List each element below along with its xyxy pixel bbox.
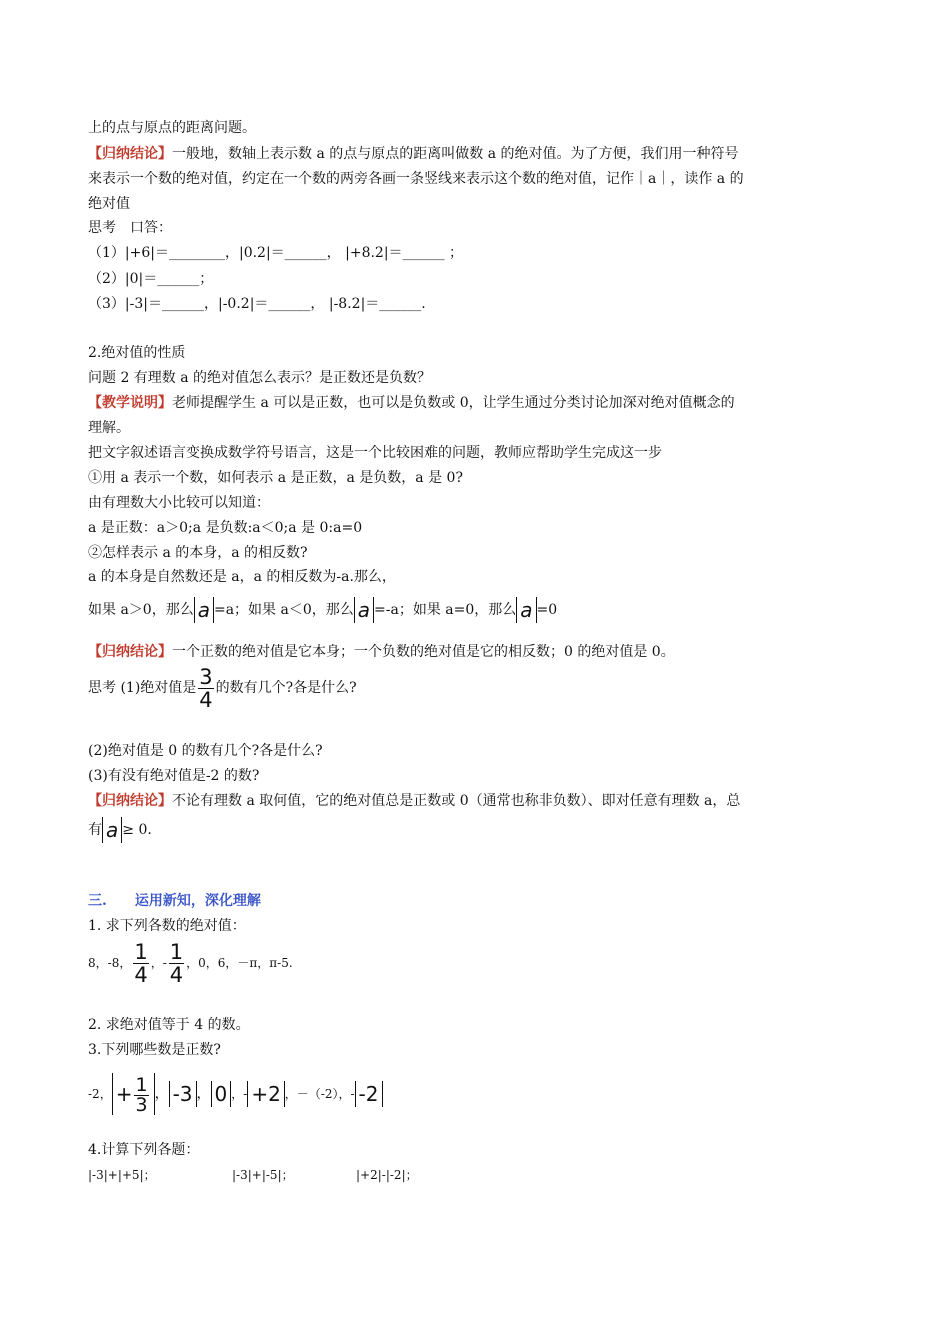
- text: ，: [154, 1086, 169, 1102]
- denominator: 3: [135, 1094, 148, 1116]
- problem: 问题 2 有理数 a 的绝对值怎么表示？是正数还是负数？: [88, 370, 432, 386]
- text: ，-: [150, 956, 167, 970]
- denominator: 4: [134, 962, 148, 987]
- paragraph: [88, 144, 739, 164]
- exercise-4c: |+2|-|-2|；: [356, 1168, 418, 1182]
- text-line: 上的点与原点的距离问题。: [88, 120, 256, 136]
- exercise-1: 1. 求下列各数的绝对值：: [88, 918, 246, 934]
- text: 有: [88, 822, 102, 838]
- text-line: (2)绝对值是 0 的数有几个?各是什么?: [88, 743, 323, 759]
- text-line: [88, 816, 152, 844]
- text-line: a 的本身是自然数还是 a，a 的相反数为-a.那么，: [88, 569, 396, 585]
- text-line: ①用 a 表示一个数，如何表示 a 是正数，a 是负数，a 是 0?: [88, 470, 463, 486]
- question-3: （3）|-3|＝______，|-0.2|＝______， |-8.2|＝______.: [88, 296, 426, 312]
- exercise-2: 2. 求绝对值等于 4 的数。: [88, 1017, 250, 1033]
- summary-tag: 【归纳结论】: [88, 644, 172, 660]
- text: 8，-8，: [88, 956, 132, 970]
- text: +: [115, 1082, 133, 1106]
- text: 一般地，数轴上表示数 a 的点与原点的距离叫做数 a 的绝对值。为了方便，我们用一种符号: [172, 146, 739, 162]
- text-line: 把文字叙述语言变换成数学符号语言，这是一个比较困难的问题，教师应帮助学生完成这一步: [88, 445, 662, 461]
- abs-a: a: [194, 597, 214, 623]
- text-line: 来表示一个数的绝对值，约定在一个数的两旁各画一条竖线来表示这个数的绝对值，记作｜a｜，读作 a 的: [88, 171, 744, 187]
- summary-tag: 【归纳结论】: [88, 793, 172, 809]
- abs-0: 0: [211, 1081, 232, 1107]
- denominator: 4: [169, 962, 184, 987]
- think-label: 思考 口答：: [88, 220, 172, 236]
- text-line: (3)有没有绝对值是-2 的数?: [88, 768, 260, 784]
- text: =a；如果 a＜0，那么: [213, 602, 354, 618]
- paragraph: [88, 642, 675, 662]
- exercise-3: 3.下列哪些数是正数?: [88, 1042, 221, 1058]
- case-line: [88, 596, 557, 624]
- text: -2，: [88, 1087, 112, 1101]
- text: =0: [536, 602, 558, 618]
- abs-plus-one-third: [112, 1073, 155, 1115]
- abs-plus-2: +2: [247, 1081, 284, 1107]
- numerator: 1: [135, 1074, 148, 1096]
- text: =-a；如果 a=0，那么: [374, 602, 517, 618]
- text: ，: [196, 1086, 211, 1102]
- abs-a: a: [516, 597, 536, 623]
- abs-a: a: [354, 597, 374, 623]
- exercise-4b: |-3|+|-5|；: [232, 1168, 294, 1182]
- text: 老师提醒学生 a 可以是正数，也可以是负数或 0，让学生通过分类讨论加深对绝对值概念的: [172, 395, 735, 411]
- text: 不论有理数 a 取何值，它的绝对值总是正数或 0（通常也称非负数）、即对任意有理数 a，总: [172, 793, 741, 809]
- text: ≥ 0.: [122, 822, 152, 838]
- text-line: 理解。: [88, 420, 130, 436]
- section-title: 三. 运用新知，深化理解: [88, 893, 261, 909]
- question-2: （2）|0|＝______；: [88, 271, 214, 287]
- summary-tag: 【归纳结论】: [88, 146, 172, 162]
- exercise-4a: |-3|+|+5|；: [88, 1168, 156, 1182]
- section-title: 2.绝对值的性质: [88, 345, 186, 361]
- text-line: 由有理数大小比较可以知道：: [88, 495, 270, 511]
- question-1: （1）|+6|＝________，|0.2|＝______， |+8.2|＝______ ；: [88, 245, 464, 261]
- fraction-1-4: [169, 941, 184, 986]
- abs-neg-3: -3: [169, 1081, 197, 1107]
- teaching-tag: 【教学说明】: [88, 395, 172, 411]
- text-line: 绝对值: [88, 196, 130, 212]
- text: ，-: [231, 1087, 248, 1101]
- text: 一个正数的绝对值是它本身；一个负数的绝对值是它的相反数；0 的绝对值是 0。: [172, 644, 675, 660]
- think-line: [88, 664, 357, 712]
- denominator: 4: [199, 687, 213, 712]
- text-line: a 是正数：a＞0;a 是负数:a＜0;a 是 0:a=0: [88, 520, 363, 536]
- numerator: 3: [199, 664, 213, 689]
- exercise-1-values: [88, 936, 293, 990]
- exercise-4: 4.计算下列各题：: [88, 1142, 200, 1158]
- text: ，0，6，－π，π-5.: [186, 956, 293, 970]
- numerator: 1: [169, 939, 184, 964]
- fraction-1-4: [133, 941, 148, 986]
- text: ，－（-2），-: [284, 1087, 355, 1101]
- text: 如果 a＞0，那么: [88, 602, 194, 618]
- exercise-3-values: [88, 1066, 383, 1122]
- fraction-3-4: [198, 666, 213, 711]
- text: 思考 (1)绝对值是: [88, 680, 197, 696]
- text: 的数有几个?各是什么?: [215, 680, 357, 696]
- numerator: 1: [134, 939, 148, 964]
- fraction-1-3: [134, 1076, 148, 1115]
- paragraph: [88, 791, 740, 811]
- text-line: ②怎样表示 a 的本身，a 的相反数?: [88, 545, 308, 561]
- abs-neg-2: -2: [355, 1081, 383, 1107]
- paragraph: [88, 393, 735, 413]
- abs-a: a: [102, 817, 122, 843]
